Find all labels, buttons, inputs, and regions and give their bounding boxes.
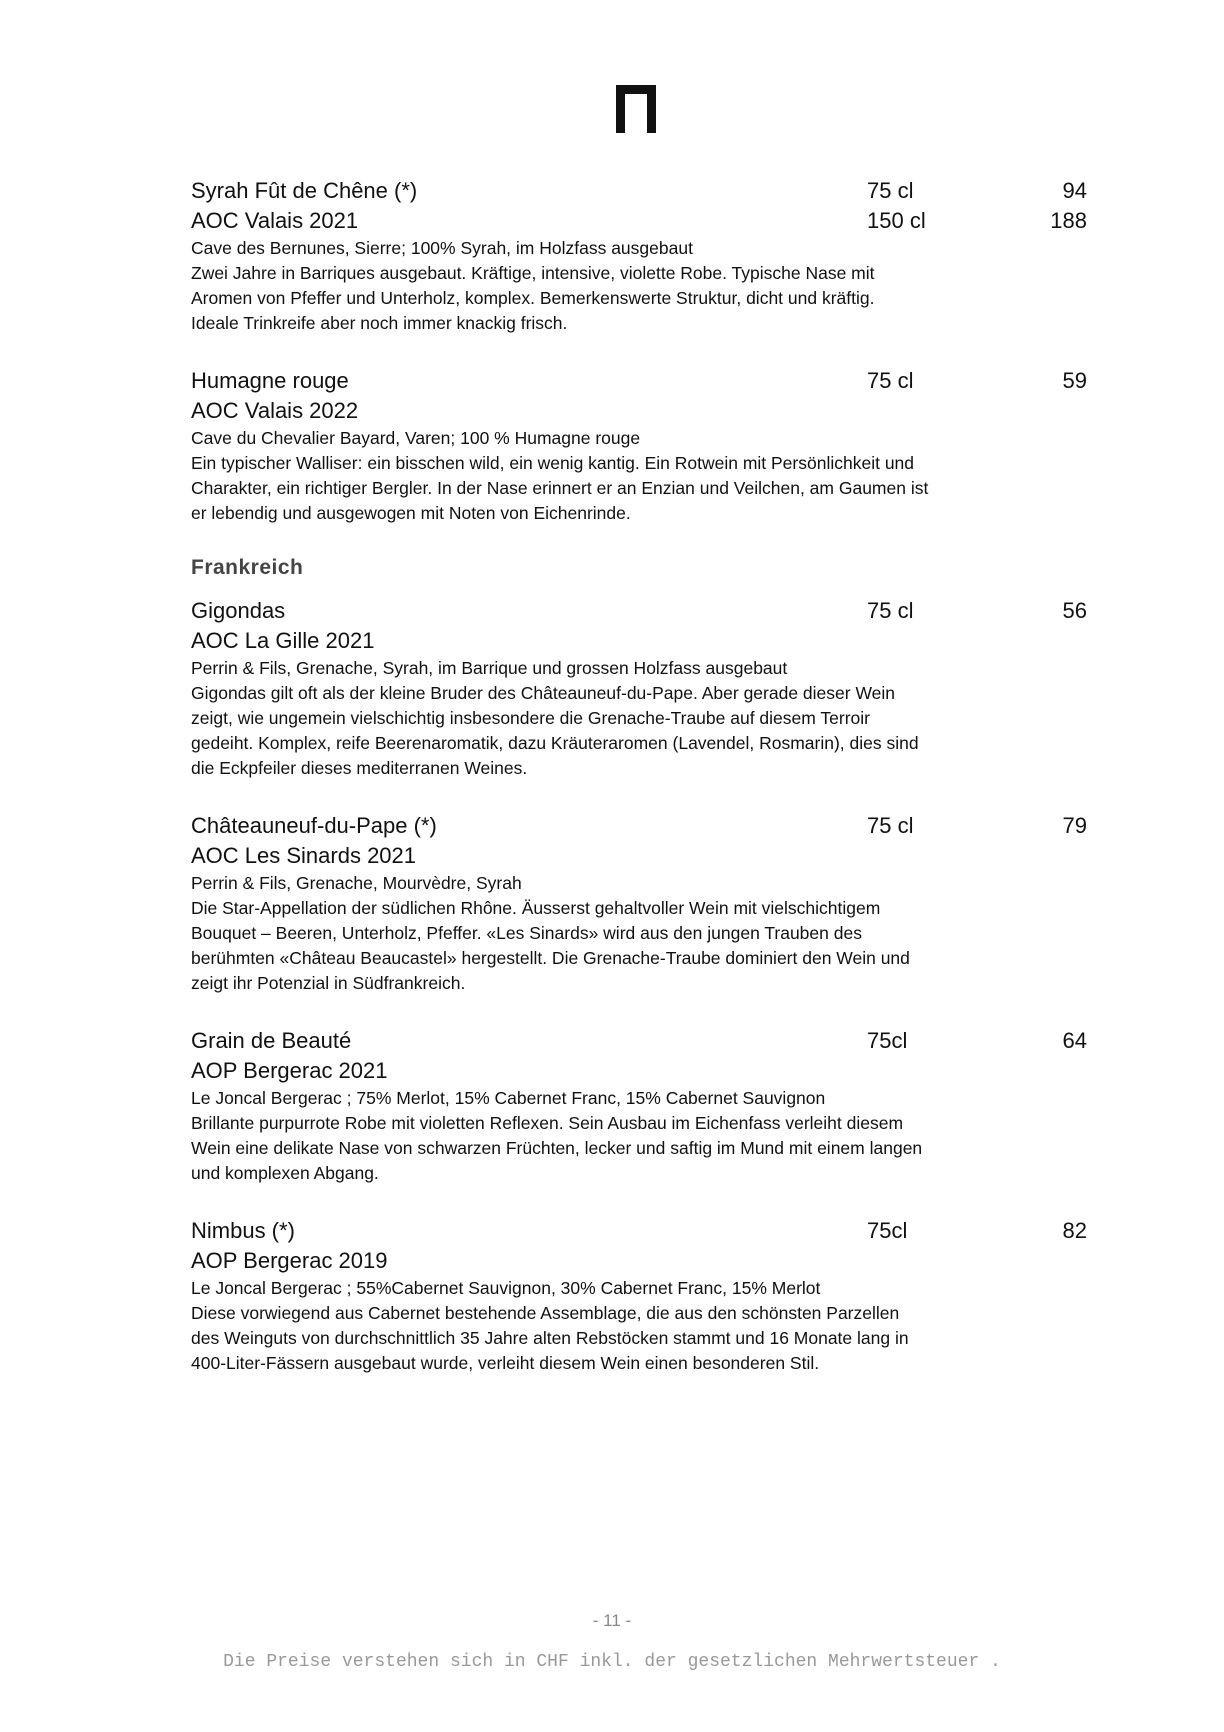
wine-header-row <box>191 596 1087 626</box>
wine-name: Humagne rouge <box>191 368 349 393</box>
wine-description-line: er lebendig und ausgewogen mit Noten von Eichenrinde. <box>191 503 631 523</box>
wine-description-line: Die Star-Appellation der südlichen Rhône. Äusserst gehaltvoller Wein mit vielschichtigem <box>191 898 881 918</box>
wine-description-line: zeigt ihr Potenzial in Südfrankreich. <box>191 973 466 993</box>
wine-producer: Perrin & Fils, Grenache, Syrah, im Barrique und grossen Holzfass ausgebaut <box>191 658 788 678</box>
wine-description-line: zeigt, wie ungemein vielschichtig insbesondere die Grenache-Traube auf diesem Terroir <box>191 708 870 728</box>
wine-group-switzerland <box>191 176 1087 526</box>
wine-description-line: und komplexen Abgang. <box>191 1163 379 1183</box>
wine-producer: Le Joncal Bergerac ; 75% Merlot, 15% Cabernet Franc, 15% Cabernet Sauvignon <box>191 1088 826 1108</box>
wine-entry <box>191 596 1087 781</box>
wine-price: 59 <box>1062 368 1087 393</box>
wine-header-row <box>191 811 1087 841</box>
wine-producer: Le Joncal Bergerac ; 55%Cabernet Sauvignon, 30% Cabernet Franc, 15% Merlot <box>191 1278 821 1298</box>
wine-appellation: AOP Bergerac 2021 <box>191 1058 388 1083</box>
wine-appellation: AOP Bergerac 2019 <box>191 1248 388 1273</box>
wine-header-row <box>191 626 1087 656</box>
wine-description-line: berühmten «Château Beaucastel» hergestellt. Die Grenache-Traube dominiert den Wein und <box>191 948 910 968</box>
wine-description-line: Ein typischer Walliser: ein bisschen wild, ein wenig kantig. Ein Rotwein mit Persönlichkeit und <box>191 453 915 473</box>
wine-description-line: Ideale Trinkreife aber noch immer knackig frisch. <box>191 313 568 333</box>
wine-volume: 75 cl <box>867 368 914 393</box>
wine-producer: Perrin & Fils, Grenache, Mourvèdre, Syrah <box>191 873 522 893</box>
wine-name: Gigondas <box>191 598 286 623</box>
wine-producer: Cave du Chevalier Bayard, Varen; 100 % Humagne rouge <box>191 428 641 448</box>
wine-description-line: gedeiht. Komplex, reife Beerenaromatik, dazu Kräuteraromen (Lavendel, Rosmarin), dies sind <box>191 733 919 753</box>
wine-entry <box>191 366 1087 526</box>
wine-entry <box>191 1216 1087 1376</box>
wine-volume: 75cl <box>867 1218 908 1243</box>
wine-appellation: AOC La Gille 2021 <box>191 628 375 653</box>
wine-entry <box>191 811 1087 996</box>
wine-price: 64 <box>1062 1028 1087 1053</box>
pi-logo-icon <box>616 85 656 133</box>
wine-entry <box>191 1026 1087 1186</box>
wine-header-row <box>191 396 1087 426</box>
wine-volume: 75 cl <box>867 813 914 838</box>
wine-producer: Cave des Bernunes, Sierre; 100% Syrah, im Holzfass ausgebaut <box>191 238 693 258</box>
wine-description-line: Gigondas gilt oft als der kleine Bruder des Châteauneuf-du-Pape. Aber gerade dieser Wein <box>191 683 895 703</box>
wine-description-line: Bouquet – Beeren, Unterholz, Pfeffer. «Les Sinards» wird aus den jungen Trauben des <box>191 923 862 943</box>
wine-price: 56 <box>1062 598 1087 623</box>
wine-price: 94 <box>1062 178 1087 203</box>
wine-description-line: Brillante purpurrote Robe mit violetten Reflexen. Sein Ausbau im Eichenfass verleiht diesem <box>191 1113 904 1133</box>
wine-description-line: des Weinguts von durchschnittlich 35 Jahre alten Rebstöcken stammt und 16 Monate lang in <box>191 1328 909 1348</box>
wine-name: Nimbus (*) <box>191 1218 295 1243</box>
wine-description-line: die Eckpfeiler dieses mediterranen Weines. <box>191 758 528 778</box>
wine-appellation: AOC Valais 2021 <box>191 208 359 233</box>
wine-description-line: Zwei Jahre in Barriques ausgebaut. Kräftige, intensive, violette Robe. Typische Nase mit <box>191 263 875 283</box>
wine-header-row <box>191 841 1087 871</box>
wine-list <box>191 176 1087 1406</box>
wine-name: Grain de Beauté <box>191 1028 352 1053</box>
wine-entry <box>191 176 1087 336</box>
wine-header-row <box>191 366 1087 396</box>
wine-description-line: Diese vorwiegend aus Cabernet bestehende Assemblage, die aus den schönsten Parzellen <box>191 1303 900 1323</box>
wine-price: 82 <box>1062 1218 1087 1243</box>
wine-price: 79 <box>1062 813 1087 838</box>
wine-header-row <box>191 206 1087 236</box>
price-footnote: Die Preise verstehen sich in CHF inkl. der gesetzlichen Mehrwertsteuer . <box>223 1652 1001 1672</box>
section-title-frankreich: Frankreich <box>191 556 304 579</box>
wine-volume: 75 cl <box>867 178 914 203</box>
wine-volume: 75 cl <box>867 598 914 623</box>
wine-description-line: Aromen von Pfeffer und Unterholz, komplex. Bemerkenswerte Struktur, dicht und kräftig. <box>191 288 875 308</box>
wine-header-row <box>191 1056 1087 1086</box>
wine-description-line: Wein eine delikate Nase von schwarzen Früchten, lecker und saftig im Mund mit einem langen <box>191 1138 923 1158</box>
wine-header-row <box>191 176 1087 206</box>
wine-header-row <box>191 1026 1087 1056</box>
wine-description-line: 400-Liter-Fässern ausgebaut wurde, verleiht diesem Wein einen besonderen Stil. <box>191 1353 820 1373</box>
wine-description-line: Charakter, ein richtiger Bergler. In der Nase erinnert er an Enzian und Veilchen, am Gaumen ist <box>191 478 929 498</box>
wine-volume: 75cl <box>867 1028 908 1053</box>
wine-name: Syrah Fût de Chêne (*) <box>191 178 418 203</box>
wine-volume: 150 cl <box>867 208 926 233</box>
wine-appellation: AOC Les Sinards 2021 <box>191 843 417 868</box>
wine-name: Châteauneuf-du-Pape (*) <box>191 813 437 838</box>
wine-appellation: AOC Valais 2022 <box>191 398 359 423</box>
wine-header-row <box>191 1216 1087 1246</box>
wine-group-france <box>191 596 1087 1376</box>
wine-header-row <box>191 1246 1087 1276</box>
wine-price: 188 <box>1050 208 1087 233</box>
page-number: - 11 - <box>592 1611 632 1630</box>
